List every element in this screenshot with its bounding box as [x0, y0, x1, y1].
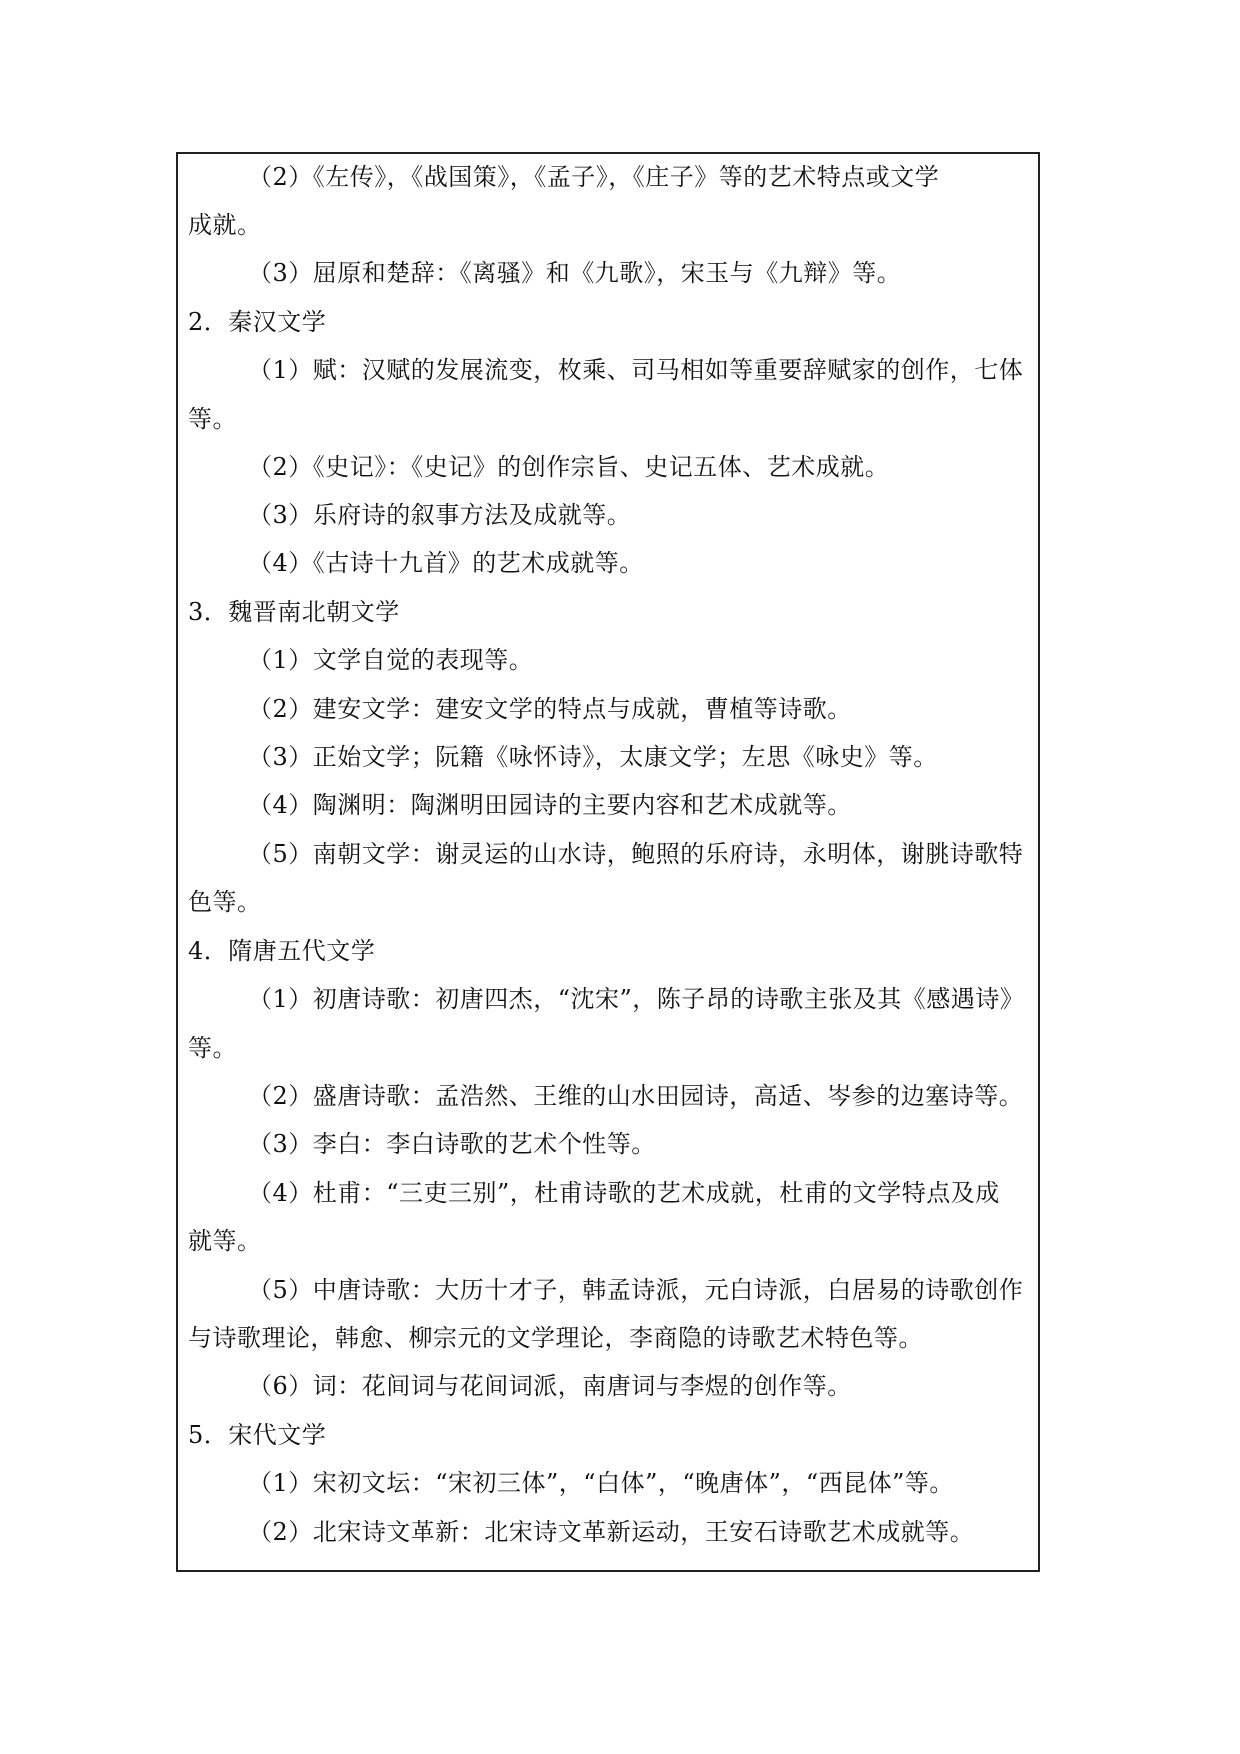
list-item: （4）杜甫：“三吏三别”，杜甫诗歌的艺术成就，杜甫的文学特点及成: [248, 1179, 1000, 1207]
list-item: 等。: [188, 1034, 237, 1062]
list-item: （2）《史记》：《史记》的创作宗旨、史记五体、艺术成就。: [248, 453, 890, 481]
list-item: （4）陶渊明：陶渊明田园诗的主要内容和艺术成就等。: [248, 791, 852, 819]
list-item: （2）建安文学：建安文学的特点与成就，曹植等诗歌。: [248, 695, 852, 723]
list-item: （2）北宋诗文革新：北宋诗文革新运动，王安石诗歌艺术成就等。: [248, 1518, 975, 1546]
section-heading: 4．隋唐五代文学: [188, 937, 376, 965]
list-item: 与诗歌理论，韩愈、柳宗元的文学理论，李商隐的诗歌艺术特色等。: [188, 1324, 923, 1352]
list-item: （3）正始文学；阮籍《咏怀诗》，太康文学；左思《咏史》等。: [248, 743, 938, 771]
list-item: （2）盛唐诗歌：孟浩然、王维的山水田园诗，高适、岑参的边塞诗等。: [248, 1082, 1024, 1110]
list-item: （1）文学自觉的表现等。: [248, 646, 534, 674]
list-item: （4）《古诗十九首》的艺术成就等。: [248, 549, 644, 577]
section-heading: 3．魏晋南北朝文学: [188, 598, 400, 626]
list-item: 就等。: [188, 1227, 262, 1255]
list-item: 成就。: [188, 211, 262, 239]
list-item: （6）词：花间词与花间词派，南唐词与李煜的创作等。: [248, 1372, 852, 1400]
list-item: 色等。: [188, 888, 262, 916]
list-item: （3）李白：李白诗歌的艺术个性等。: [248, 1130, 656, 1158]
list-item: （5）中唐诗歌：大历十才子，韩孟诗派，元白诗派，白居易的诗歌创作: [248, 1276, 1024, 1304]
list-item: （3）乐府诗的叙事方法及成就等。: [248, 501, 632, 529]
list-item: （1）宋初文坛：“宋初三体”，“白体”，“晚唐体”，“西昆体”等。: [248, 1469, 954, 1497]
list-item: （2）《左传》，《战国策》，《孟子》，《庄子》等的艺术特点或文学: [248, 163, 940, 191]
list-item: （1）初唐诗歌：初唐四杰，“沈宋”，陈子昂的诗歌主张及其《感遇诗》: [248, 985, 1025, 1013]
list-item: （3）屈原和楚辞：《离骚》和《九歌》，宋玉与《九辩》等。: [248, 259, 902, 287]
list-item: 等。: [188, 405, 237, 433]
list-item: （5）南朝文学：谢灵运的山水诗，鲍照的乐府诗，永明体，谢朓诗歌特: [248, 840, 1024, 868]
section-heading: 5．宋代文学: [188, 1421, 327, 1449]
section-heading: 2．秦汉文学: [188, 308, 327, 336]
list-item: （1）赋：汉赋的发展流变，枚乘、司马相如等重要辞赋家的创作，七体: [248, 356, 1024, 384]
